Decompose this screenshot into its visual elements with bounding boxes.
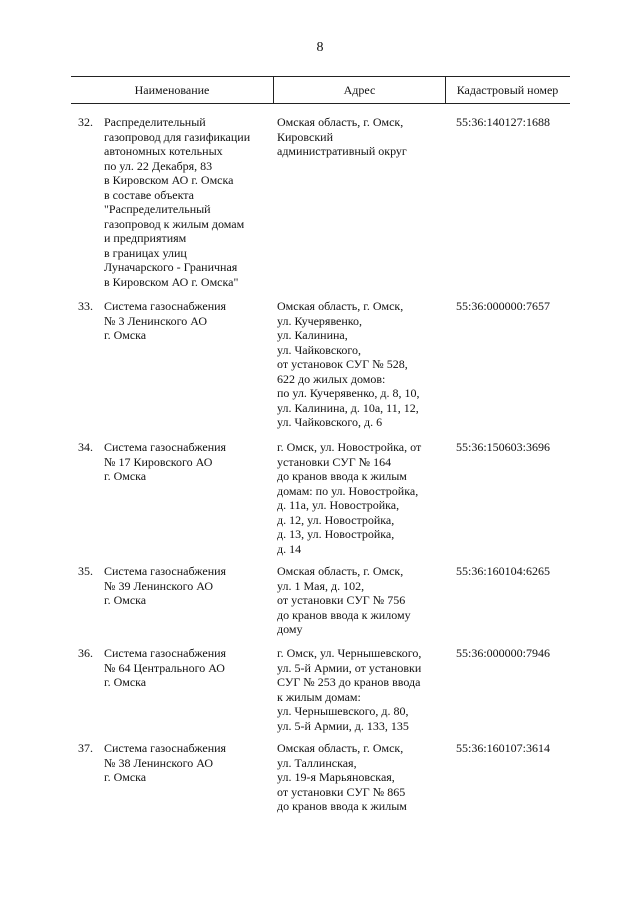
row-address: Омская область, г. Омск, ул. Таллинская, ул. 19-я Марьяновская, от установки СУГ № 865 до кранов ввода к жилым bbox=[277, 741, 407, 813]
row-name: Система газоснабжения № 38 Ленинского АО г. Омска bbox=[104, 741, 227, 784]
row-name: Распределительный газопровод для газификации автономных котельных по ул. 22 Декабря, 83 в Кировском АО г. Омска в составе объекта "Распределительный газопровод к жилым домам и предприятиям в границах улиц Луначарского - Граничная в Кировском АО г. Омска" bbox=[104, 115, 251, 289]
table-header bbox=[71, 76, 570, 104]
header-address: Адрес bbox=[273, 77, 446, 103]
row-address: Омская область, г. Омск, ул. Кучерявенко, ул. Калинина, ул. Чайковского, от установок СУГ № 528, 622 до жилых домов: по ул. Кучерявенко, д. 8, 10, ул. Калинина, д. 10а, 11, 12, ул. Чайковского, д. 6 bbox=[277, 299, 420, 429]
row-address: Омская область, г. Омск, ул. 1 Мая, д. 102, от установки СУГ № 756 до кранов ввода к жилому дому bbox=[277, 564, 411, 636]
row-number: 32. bbox=[78, 115, 93, 129]
row-cadastral: 55:36:150603:3696 bbox=[456, 440, 551, 454]
header-name: Наименование bbox=[134, 83, 210, 97]
row-number: 33. bbox=[78, 299, 93, 313]
row-name: Система газоснабжения № 17 Кировского АО г. Омска bbox=[104, 440, 227, 483]
row-name: Система газоснабжения № 3 Ленинского АО г. Омска bbox=[104, 299, 227, 342]
row-cadastral: 55:36:160104:6265 bbox=[456, 564, 551, 578]
row-number: 36. bbox=[78, 646, 93, 660]
row-number: 37. bbox=[78, 741, 93, 755]
row-address: г. Омск, ул. Чернышевского, ул. 5-й Армии, от установки СУГ № 253 до кранов ввода к жилым домам: ул. Чернышевского, д. 80, ул. 5-й Армии, д. 133, 135 bbox=[277, 646, 422, 733]
row-address: г. Омск, ул. Новостройка, от установки СУГ № 164 до кранов ввода к жилым домам: по ул. Новостройка, д. 11а, ул. Новостройка, д. 12, ул. Новостройка, д. 13, ул. Новостройка, д. 14 bbox=[277, 440, 422, 556]
row-cadastral: 55:36:000000:7946 bbox=[456, 646, 551, 660]
page-number: 8 bbox=[316, 40, 324, 55]
row-cadastral: 55:36:000000:7657 bbox=[456, 299, 551, 313]
row-number: 34. bbox=[78, 440, 93, 454]
row-cadastral: 55:36:160107:3614 bbox=[456, 741, 551, 755]
row-name: Система газоснабжения № 39 Ленинского АО г. Омска bbox=[104, 564, 227, 607]
row-number: 35. bbox=[78, 564, 93, 578]
objects-table bbox=[71, 76, 570, 813]
header-cadastral: Кадастровый номер bbox=[456, 83, 559, 97]
row-address: Омская область, г. Омск, Кировский административный округ bbox=[277, 115, 407, 158]
row-cadastral: 55:36:140127:1688 bbox=[456, 115, 551, 129]
row-name: Система газоснабжения № 64 Центрального АО г. Омска bbox=[104, 646, 227, 689]
